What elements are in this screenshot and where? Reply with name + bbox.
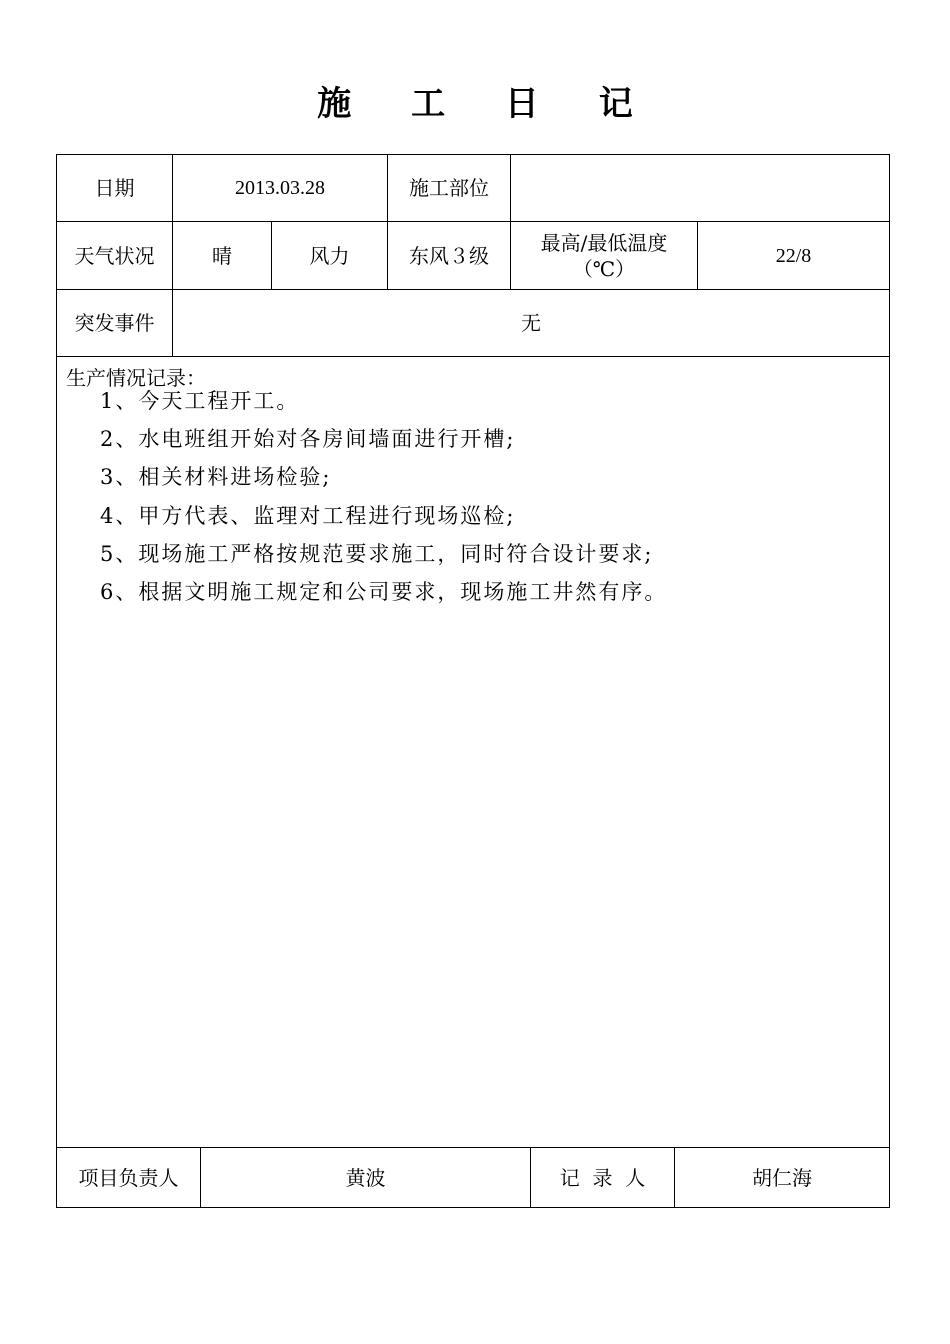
- construction-location-label: 施工部位: [409, 176, 489, 200]
- production-record-list: [100, 382, 667, 611]
- row-divider: [56, 356, 890, 357]
- incident-label: 突发事件: [74, 311, 155, 335]
- temperature-label-line2: （℃）: [572, 256, 636, 281]
- incident-value: 无: [521, 311, 541, 335]
- list-item: 6、根据文明施工规定和公司要求，现场施工井然有序。: [100, 579, 668, 604]
- temperature-value: 22/8: [775, 244, 812, 267]
- page-title: 施 工 日 记: [317, 84, 657, 124]
- project-manager-label: 项目负责人: [78, 1165, 179, 1190]
- project-manager-value: 黄波: [345, 1165, 386, 1190]
- table-border-right: [889, 154, 890, 1208]
- weather-value: 晴: [212, 243, 232, 268]
- temperature-label: [511, 222, 697, 289]
- list-item: 3、相关材料进场检验;: [100, 465, 332, 490]
- production-record-heading: 生产情况记录：: [66, 366, 206, 390]
- list-item: 2、水电班组开始对各房间墙面进行开槽;: [100, 427, 516, 452]
- list-item: 4、甲方代表、监理对工程进行现场巡检;: [100, 503, 516, 528]
- list-item: 5、现场施工严格按规范要求施工，同时符合设计要求;: [100, 541, 654, 566]
- recorder-value: 胡仁海: [752, 1165, 812, 1190]
- date-value: 2013.03.28: [235, 177, 325, 199]
- temperature-label-line1: 最高/最低温度: [540, 230, 668, 255]
- wind-label: 风力: [309, 243, 350, 268]
- construction-location-value: [511, 155, 889, 221]
- weather-label: 天气状况: [74, 243, 155, 268]
- date-label: 日期: [94, 176, 135, 200]
- list-item: 1、今天工程开工。: [100, 389, 300, 413]
- wind-value: 东风３级: [409, 243, 489, 268]
- recorder-label: 记 录 人: [559, 1165, 646, 1190]
- table-border-bottom: [56, 1207, 890, 1208]
